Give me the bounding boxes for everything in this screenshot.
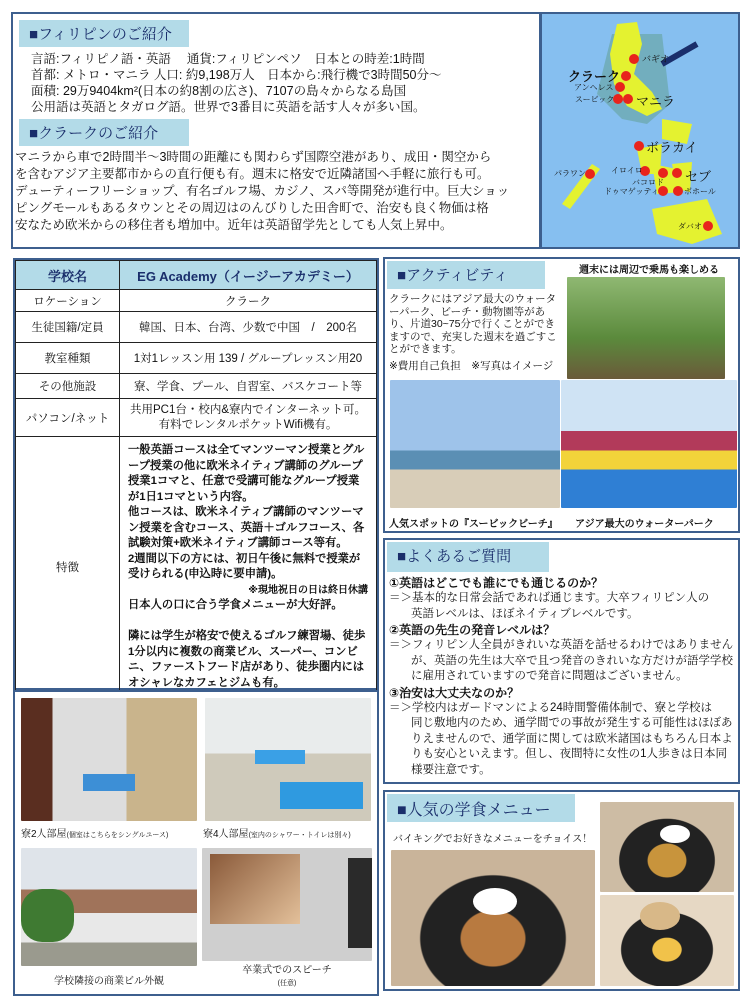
clark-line: を含むアジア主要都市からの直行便も有。週末に格安で近隣諸国へ手軽に旅行も可。 [15, 167, 490, 181]
beach-caption: 人気スポットの『スービックビーチ』 [389, 519, 558, 530]
map-label: セブ [685, 169, 712, 184]
faq-heading: ■ よくあるご質問 [387, 542, 549, 572]
graduation-speech-photo [202, 848, 372, 961]
map-label: ダバオ [678, 222, 702, 231]
photo-caption: 寮4人部屋 [203, 829, 249, 840]
rice-plate-photo [600, 802, 734, 892]
clark-line: マニラから車で2時間半～3時間の距離にも関わらず国際空港があり、成田・関空から [15, 150, 492, 164]
row-value: 韓国、日本、台湾、少数で中国 / 200名 [120, 312, 377, 343]
faq-question: ①英語はどこでも誰にでも通じるのか？ [389, 576, 604, 590]
row-label: その他施設 [16, 374, 120, 399]
photo-caption: 寮2人部屋 [21, 829, 67, 840]
photo-caption: 卒業式でのスピーチ [242, 965, 332, 976]
dorm-4-room-photo [205, 698, 371, 821]
photo-caption: 学校隣接の商業ビル外観 [54, 976, 164, 987]
subic-beach-photo [390, 380, 560, 508]
map-label: バコロド [632, 178, 664, 187]
map-label: ボホール [684, 187, 716, 196]
faq-answer: ＝＞フィリピン人全員がきれいな英語を話せるわけではありません [389, 639, 734, 651]
faq-question: ③治安は大丈夫なのか？ [389, 685, 520, 700]
clark-heading: ■ クラークのご紹介 [19, 119, 189, 146]
map-label: スービック [575, 95, 615, 104]
philippines-line: 首都: メトロ・マニラ 人口: 約9,198万人 日本から:飛行機で3時間50分～ [31, 68, 442, 82]
row-value: 寮、学食、プール、自習室、バスケコート等 [120, 374, 377, 399]
philippines-line: 言語:フィリピノ語・英語 通貨:フィリピンペソ 日本との時差:1時間 [31, 52, 425, 66]
activity-section [383, 257, 740, 533]
philippines-map [540, 12, 740, 249]
faq-section [383, 538, 740, 784]
photo-subcaption: (室内のシャワー・トイレは別々) [248, 832, 351, 839]
clark-line: 安なため欧米からの移住者も増加中。近年は英語留学先としても人気上昇中。 [15, 218, 453, 232]
faq-answer: ＝＞基本的な日常会話であれば通じます。大卒フィリピン人の [389, 592, 710, 604]
row-label: 教室種類 [16, 343, 120, 374]
row-label: パソコン/ネット [16, 399, 120, 437]
school-name-label: 学校名 [16, 261, 120, 290]
row-value: 共用PC1台・校内&寮内でインターネット可。 有料でレンタルポケットWifi機有。 [120, 399, 377, 437]
row-label: 生徒国籍/定員 [16, 312, 120, 343]
activity-text: クラークにはアジア最大のウォーターパーク、ビーチ・動物園等があり、片道30~75分で行くことができますので、充実した週末を過ごすことができます。 [389, 293, 557, 355]
map-label: マニラ [636, 94, 676, 109]
commercial-building-photo [21, 848, 197, 966]
map-label: パラワン [554, 169, 586, 178]
food-heading: ■ 人気の学食メニュー [387, 794, 575, 822]
school-name-value: EG Academy（イージーアカデミー） [120, 261, 377, 290]
school-info-table [13, 258, 379, 690]
map-label-clark: クラーク [568, 69, 621, 84]
feature-text-2: 日本人の口に合う学食メニューが大好評。 隣には学生が格安で使えるゴルフ練習場、徒歩1分以内に複数の商業ビル、スーパー、コンビニ、ファーストフード店があり、徒歩圏内にはオシャレなカフェとジムも有。 [128, 599, 366, 689]
horse-caption: 週末には周辺で乗馬も楽しめる [579, 265, 719, 276]
map-label: バギオ [642, 54, 670, 64]
faq-answer-cont: が、英語の先生は大卒で且つ発音のきれいな方だけが語学学校に雇用されていますので発音に問題はございません。 [411, 654, 733, 682]
photo-gallery [13, 690, 379, 996]
map-label: ドゥマゲッティ [604, 187, 659, 196]
faq-answer-cont: 同じ敷地内のため、通学間での事故が発生する可能性はほぼありえませんので、通学面に関しては欧米諸国はもちろん日本よりも安心といえます。但し、夜間特に女性の1人歩きは日本同様要注意です。 [411, 717, 733, 776]
clark-line: デューティーフリーショップ、有名ゴルフ場、カジノ、スパ等開発が進行中。巨大ショッ [15, 184, 510, 198]
food-text: バイキングでお好きなメニューをチョイス！ [393, 834, 593, 845]
map-label: ボラカイ [646, 140, 698, 155]
feature-text: 一般英語コースは全てマンツーマン授業とグループ授業の他に欧米ネイティブ講師のグループ授業1コマと、任意で受講可能なグループ授業が1日1コマという内容。 他コースは、欧米ネイティブ講師のマンツーマン授業を含むコース、英語＋ゴルフコース、各試験対策+欧米ネイティブ講師コース等有。 2週間以下の方には、初日午後に無料で授業が受けられる(申込時に要申請)。 [128, 444, 365, 580]
horse-riding-photo [567, 277, 725, 379]
philippines-intro-section [11, 12, 541, 249]
feature-note: ※現地祝日の日は終日休講 [248, 584, 368, 596]
row-label: ロケーション [16, 290, 120, 312]
burger-plate-photo [600, 895, 734, 986]
activity-heading: ■ アクティビティ [387, 261, 545, 289]
map-label: イロイロ [611, 166, 643, 175]
map-label: アンヘレス [574, 83, 614, 92]
activity-note: ※費用自己負担 ※写真はイメージ [389, 360, 554, 372]
row-value: クラーク [120, 290, 377, 312]
philippines-heading: ■ フィリピンのご紹介 [19, 20, 189, 47]
water-park-photo [561, 380, 737, 508]
karaage-plate-photo [391, 850, 595, 986]
faq-answer: ＝＞学校内はガードマンによる24時間警備体制で、寮と学校は [389, 701, 713, 714]
clark-line: ピングモールもあるタウンとその周辺はのんびりした田舎町で、治安も良く物価は格 [15, 201, 489, 215]
philippines-line: 公用語は英語とタガログ語。世界で3番目に英語を話す人々が多い国。 [31, 100, 426, 114]
cafeteria-menu-section [383, 790, 740, 991]
faq-answer-cont: 英語レベルは、ほぼネイティブレベルです。 [411, 607, 639, 620]
faq-question: ②英語の先生の発音レベルは？ [389, 623, 556, 637]
feature-label: 特徴 [16, 437, 120, 698]
photo-subcaption: (任意) [277, 980, 297, 987]
water-park-caption: アジア最大のウォーターパーク [575, 519, 714, 530]
dorm-2-room-photo [21, 698, 197, 821]
row-value: 1対1レッスン用 139 / グループレッスン用20 [120, 343, 377, 374]
philippines-line: 面積: 29万9404km²(日本の約8割の広さ)、7107の島々からなる島国 [31, 84, 407, 98]
photo-subcaption: (個室はこちらをシングルユース) [66, 832, 169, 839]
